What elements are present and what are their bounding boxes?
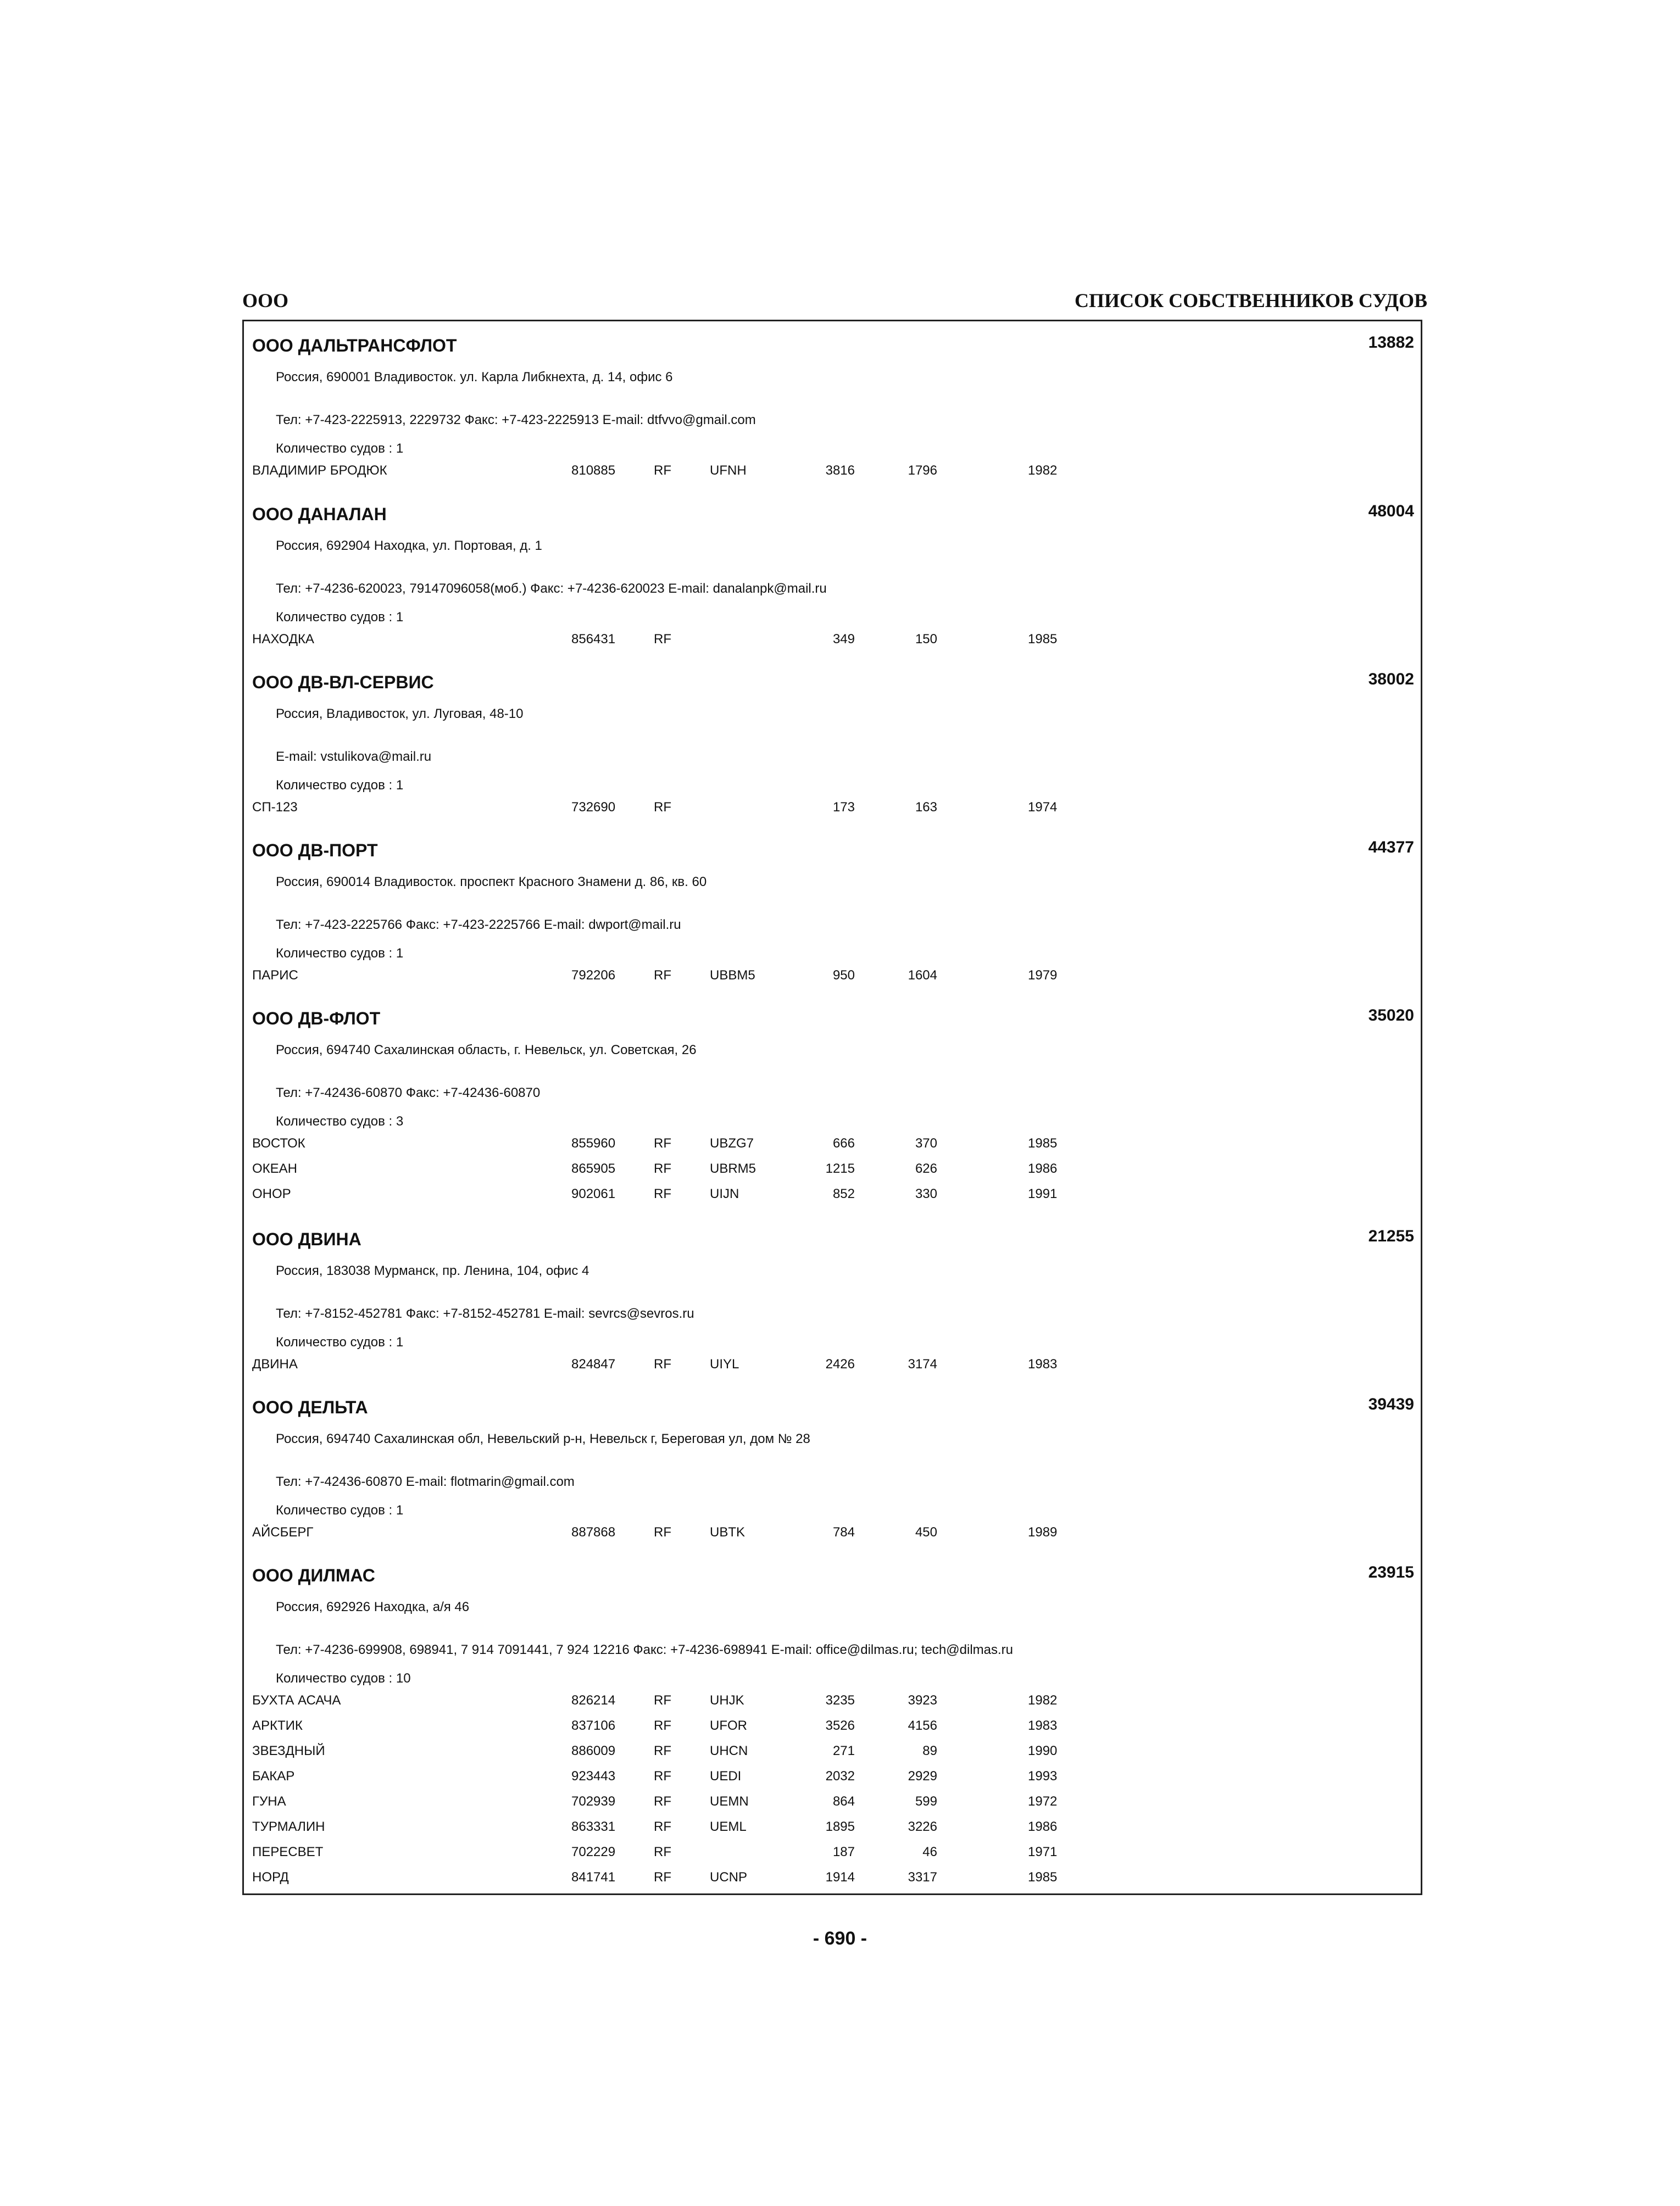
vessel-number: 702939: [571, 1794, 616, 1809]
vessel-gross-tonnage: 173: [832, 800, 855, 815]
vessel-flag: RF: [654, 463, 671, 478]
vessel-row: [244, 1525, 1421, 1550]
company-contacts: Тел: +7-423-2225766 Факс: +7-423-2225766 E-mail: dwport@mail.ru: [276, 917, 681, 932]
ships-count: Количество судов : 1: [276, 778, 404, 793]
vessel-row: [244, 1819, 1421, 1845]
vessel-row: [244, 1693, 1421, 1718]
vessel-number: 732690: [571, 800, 616, 815]
vessel-callsign: UEML: [710, 1819, 747, 1834]
vessel-deadweight: 330: [915, 1186, 937, 1201]
vessel-callsign: UFOR: [710, 1718, 747, 1733]
vessel-name: ЗВЕЗДНЫЙ: [252, 1743, 325, 1758]
vessel-gross-tonnage: 784: [832, 1525, 855, 1540]
company-address: Россия, 694740 Сахалинская область, г. Невельск, ул. Советская, 26: [276, 1043, 697, 1057]
vessel-deadweight: 3317: [908, 1870, 937, 1885]
vessel-name: АРКТИК: [252, 1718, 303, 1733]
vessel-name: ДВИНА: [252, 1357, 298, 1372]
vessel-gross-tonnage: 2032: [825, 1769, 855, 1784]
vessel-deadweight: 89: [922, 1743, 937, 1758]
vessel-flag: RF: [654, 1525, 671, 1540]
vessel-gross-tonnage: 852: [832, 1186, 855, 1201]
company-code: 48004: [1368, 502, 1414, 520]
vessel-build-year: 1985: [1028, 632, 1058, 647]
company-address: Россия, 690001 Владивосток. ул. Карла Либкнехта, д. 14, офис 6: [276, 370, 673, 385]
ships-count: Количество судов : 1: [276, 1503, 404, 1518]
vessel-name: НАХОДКА: [252, 632, 314, 647]
vessel-flag: RF: [654, 1769, 671, 1784]
vessel-gross-tonnage: 1895: [825, 1819, 855, 1834]
ships-count: Количество судов : 1: [276, 610, 404, 625]
vessel-flag: RF: [654, 800, 671, 815]
vessel-row: [244, 463, 1421, 488]
ships-count: Количество судов : 1: [276, 441, 404, 456]
vessel-deadweight: 46: [922, 1845, 937, 1859]
vessel-gross-tonnage: 187: [832, 1845, 855, 1859]
vessel-deadweight: 370: [915, 1136, 937, 1151]
vessel-build-year: 1982: [1028, 463, 1058, 478]
vessel-deadweight: 150: [915, 632, 937, 647]
vessel-flag: RF: [654, 1819, 671, 1834]
company-code: 38002: [1368, 670, 1414, 688]
vessel-flag: RF: [654, 1870, 671, 1885]
vessel-build-year: 1986: [1028, 1161, 1058, 1176]
company-contacts: Тел: +7-423-2225913, 2229732 Факс: +7-423-2225913 E-mail: dtfvvo@gmail.com: [276, 413, 756, 427]
vessel-number: 837106: [571, 1718, 616, 1733]
vessel-name: ПЕРЕСВЕТ: [252, 1845, 324, 1859]
vessel-build-year: 1983: [1028, 1357, 1058, 1372]
company-name: ООО ДВ-ПОРТ: [252, 840, 378, 860]
vessel-deadweight: 2929: [908, 1769, 937, 1784]
vessel-flag: RF: [654, 968, 671, 983]
vessel-name: АЙСБЕРГ: [252, 1525, 314, 1540]
vessel-number: 810885: [571, 463, 616, 478]
vessel-name: ВОСТОК: [252, 1136, 305, 1151]
company-address: Россия, 692904 Находка, ул. Портовая, д. 1: [276, 538, 542, 553]
vessel-flag: RF: [654, 1743, 671, 1758]
vessel-row: [244, 1357, 1421, 1382]
company-code: 35020: [1368, 1006, 1414, 1024]
vessel-number: 824847: [571, 1357, 616, 1372]
vessel-row: [244, 1136, 1421, 1161]
vessel-row: [244, 632, 1421, 657]
company-name: ООО ДЕЛЬТА: [252, 1397, 368, 1417]
vessel-name: ПАРИС: [252, 968, 298, 983]
company-code: 44377: [1368, 838, 1414, 856]
company-code: 39439: [1368, 1395, 1414, 1413]
vessel-row: [244, 968, 1421, 993]
vessel-deadweight: 1604: [908, 968, 937, 983]
vessel-number: 865905: [571, 1161, 616, 1176]
vessel-callsign: UCNP: [710, 1870, 748, 1885]
vessel-build-year: 1990: [1028, 1743, 1058, 1758]
ships-count: Количество судов : 1: [276, 1335, 404, 1350]
vessel-name: ТУРМАЛИН: [252, 1819, 325, 1834]
vessel-build-year: 1989: [1028, 1525, 1058, 1540]
vessel-callsign: UBBM5: [710, 968, 755, 983]
vessel-number: 863331: [571, 1819, 616, 1834]
ship-owners-list: [242, 320, 1422, 1895]
vessel-deadweight: 1796: [908, 463, 937, 478]
page-number: - 690 -: [813, 1928, 867, 1949]
vessel-build-year: 1985: [1028, 1870, 1058, 1885]
vessel-deadweight: 163: [915, 800, 937, 815]
header-left: ООО: [242, 289, 289, 311]
vessel-flag: RF: [654, 1161, 671, 1176]
vessel-number: 855960: [571, 1136, 616, 1151]
company-contacts: E-mail: vstulikova@mail.ru: [276, 749, 432, 764]
company-address: Россия, 690014 Владивосток. проспект Красного Знамени д. 86, кв. 60: [276, 874, 707, 889]
ships-count: Количество судов : 1: [276, 946, 404, 961]
vessel-build-year: 1971: [1028, 1845, 1058, 1859]
vessel-gross-tonnage: 3816: [825, 463, 855, 478]
vessel-flag: RF: [654, 1186, 671, 1201]
vessel-build-year: 1982: [1028, 1693, 1058, 1708]
page-title: СПИСОК СОБСТВЕННИКОВ СУДОВ: [1074, 289, 1427, 311]
vessel-row: [244, 1870, 1421, 1895]
vessel-gross-tonnage: 950: [832, 968, 855, 983]
vessel-gross-tonnage: 349: [832, 632, 855, 647]
vessel-row: [244, 1769, 1421, 1794]
vessel-callsign: UEMN: [710, 1794, 749, 1809]
vessel-gross-tonnage: 1215: [825, 1161, 855, 1176]
vessel-name: ОКЕАН: [252, 1161, 297, 1176]
vessel-deadweight: 3174: [908, 1357, 937, 1372]
vessel-deadweight: 3923: [908, 1693, 937, 1708]
company-address: Россия, 692926 Находка, а/я 46: [276, 1600, 470, 1614]
company-contacts: Тел: +7-42436-60870 Факс: +7-42436-60870: [276, 1085, 541, 1100]
company-name: ООО ДАЛЬТРАНСФЛОТ: [252, 336, 457, 355]
vessel-build-year: 1993: [1028, 1769, 1058, 1784]
company-code: 23915: [1368, 1563, 1414, 1581]
vessel-deadweight: 3226: [908, 1819, 937, 1834]
company-code: 21255: [1368, 1227, 1414, 1245]
company-name: ООО ДИЛМАС: [252, 1566, 375, 1585]
vessel-number: 841741: [571, 1870, 616, 1885]
company-name: ООО ДВ-ФЛОТ: [252, 1009, 381, 1028]
vessel-callsign: UBTK: [710, 1525, 746, 1540]
vessel-flag: RF: [654, 1845, 671, 1859]
vessel-number: 886009: [571, 1743, 616, 1758]
vessel-number: 887868: [571, 1525, 616, 1540]
vessel-row: [244, 1743, 1421, 1769]
vessel-name: НОРД: [252, 1870, 289, 1885]
vessel-build-year: 1979: [1028, 968, 1058, 983]
vessel-gross-tonnage: 1914: [825, 1870, 855, 1885]
vessel-deadweight: 599: [915, 1794, 937, 1809]
vessel-build-year: 1986: [1028, 1819, 1058, 1834]
vessel-build-year: 1991: [1028, 1186, 1058, 1201]
company-code: 13882: [1368, 333, 1414, 352]
company-address: Россия, 694740 Сахалинская обл, Невельский р-н, Невельск г, Береговая ул, дом № 28: [276, 1431, 810, 1446]
vessel-flag: RF: [654, 1794, 671, 1809]
vessel-row: [244, 1845, 1421, 1870]
vessel-name: ВЛАДИМИР БРОДЮК: [252, 463, 387, 478]
vessel-row: [244, 800, 1421, 825]
vessel-callsign: UBRM5: [710, 1161, 756, 1176]
vessel-build-year: 1983: [1028, 1718, 1058, 1733]
vessel-name: ГУНА: [252, 1794, 286, 1809]
vessel-build-year: 1972: [1028, 1794, 1058, 1809]
vessel-name: БУХТА АСАЧА: [252, 1693, 341, 1708]
vessel-flag: RF: [654, 632, 671, 647]
vessel-callsign: UIJN: [710, 1186, 739, 1201]
vessel-callsign: UBZG7: [710, 1136, 754, 1151]
company-contacts: Тел: +7-4236-699908, 698941, 7 914 7091441, 7 924 12216 Факс: +7-4236-698941 E-mail: office@dilmas.ru; tech@dilmas.ru: [276, 1642, 1014, 1657]
company-contacts: Тел: +7-8152-452781 Факс: +7-8152-452781 E-mail: sevrcs@sevros.ru: [276, 1306, 694, 1321]
vessel-number: 902061: [571, 1186, 616, 1201]
vessel-gross-tonnage: 3526: [825, 1718, 855, 1733]
vessel-callsign: UFNH: [710, 463, 747, 478]
vessel-gross-tonnage: 3235: [825, 1693, 855, 1708]
vessel-build-year: 1974: [1028, 800, 1058, 815]
vessel-number: 792206: [571, 968, 616, 983]
company-name: ООО ДАНАЛАН: [252, 504, 387, 524]
vessel-gross-tonnage: 2426: [825, 1357, 855, 1372]
vessel-gross-tonnage: 271: [832, 1743, 855, 1758]
vessel-number: 826214: [571, 1693, 616, 1708]
vessel-row: [244, 1161, 1421, 1186]
company-contacts: Тел: +7-4236-620023, 79147096058(моб.) Факс: +7-4236-620023 E-mail: danalanpk@mail.ru: [276, 581, 827, 596]
vessel-row: [244, 1718, 1421, 1743]
vessel-name: ОНОР: [252, 1186, 291, 1201]
ships-count: Количество судов : 3: [276, 1114, 404, 1129]
vessel-callsign: UHJK: [710, 1693, 744, 1708]
vessel-flag: RF: [654, 1693, 671, 1708]
vessel-number: 856431: [571, 632, 616, 647]
company-address: Россия, Владивосток, ул. Луговая, 48-10: [276, 706, 524, 721]
vessel-deadweight: 450: [915, 1525, 937, 1540]
vessel-name: БАКАР: [252, 1769, 295, 1784]
vessel-deadweight: 626: [915, 1161, 937, 1176]
vessel-build-year: 1985: [1028, 1136, 1058, 1151]
vessel-gross-tonnage: 864: [832, 1794, 855, 1809]
vessel-callsign: UHCN: [710, 1743, 748, 1758]
vessel-flag: RF: [654, 1357, 671, 1372]
vessel-row: [244, 1794, 1421, 1819]
vessel-deadweight: 4156: [908, 1718, 937, 1733]
vessel-number: 702229: [571, 1845, 616, 1859]
vessel-row: [244, 1186, 1421, 1212]
vessel-flag: RF: [654, 1718, 671, 1733]
company-name: ООО ДВ-ВЛ-СЕРВИС: [252, 672, 434, 692]
company-name: ООО ДВИНА: [252, 1229, 361, 1249]
company-address: Россия, 183038 Мурманск, пр. Ленина, 104, офис 4: [276, 1263, 589, 1278]
vessel-number: 923443: [571, 1769, 616, 1784]
vessel-callsign: UEDI: [710, 1769, 742, 1784]
vessel-name: СП-123: [252, 800, 298, 815]
vessel-gross-tonnage: 666: [832, 1136, 855, 1151]
vessel-flag: RF: [654, 1136, 671, 1151]
vessel-callsign: UIYL: [710, 1357, 739, 1372]
ships-count: Количество судов : 10: [276, 1671, 411, 1686]
company-contacts: Тел: +7-42436-60870 E-mail: flotmarin@gmail.com: [276, 1474, 575, 1489]
